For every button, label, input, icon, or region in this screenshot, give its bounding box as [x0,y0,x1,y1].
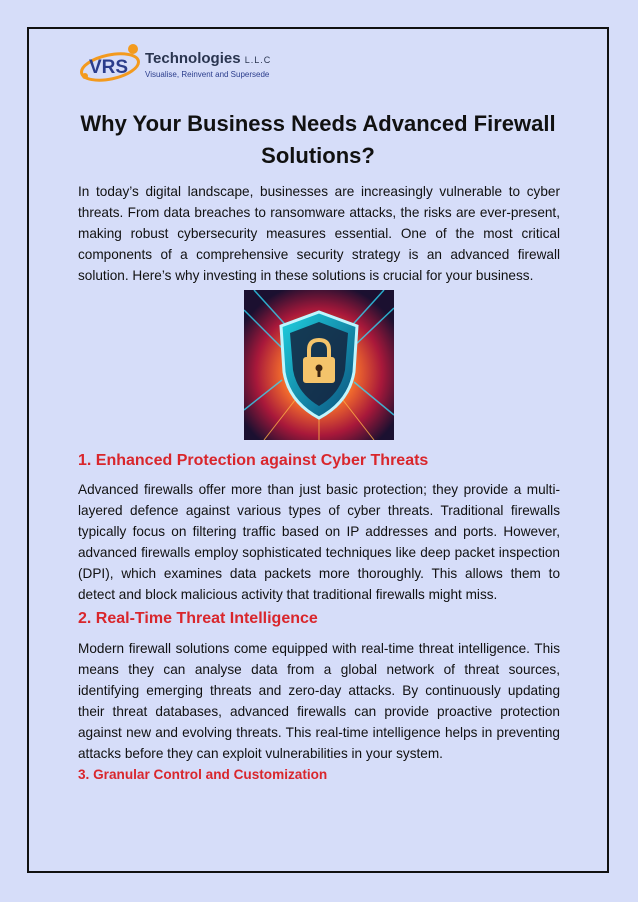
vrs-orbit-logo-icon [79,42,145,88]
logo-tagline: Visualise, Reinvent and Supersede [145,70,270,79]
logo-name-text: Technologies [145,50,241,67]
logo-suffix: L.L.C [244,55,272,65]
logo-mark-text: VRS [89,57,129,78]
section-heading-granular-control: 3. Granular Control and Customization [78,767,328,782]
section-body-threat-intelligence: Modern firewall solutions come equipped with real-time threat intelligence. This means they can analyse data from a global network of threat sources, identifying emerging threats and zero-day attacks. By continuously updating their threat databases, advanced firewalls can provide proactive protection against new and evolving threats. This real-time intelligence helps in preventing attacks before they can exploit vulnerabilities in your system. [78,641,560,761]
section-heading-enhanced-protection: 1. Enhanced Protection against Cyber Threats [78,452,429,469]
section-heading-threat-intelligence: 2. Real-Time Threat Intelligence [78,610,318,627]
intro-paragraph: In today’s digital landscape, businesses are increasingly vulnerable to cyber threats. From data breaches to ransomware attacks, the risks are ever-present, making robust cybersecurity measures essential. One of the most critical components of a comprehensive security strategy is an advanced firewall solution. Here’s why investing in these solutions is crucial for your business. [78,184,560,283]
company-logo [79,42,279,88]
logo-company-name [145,50,271,67]
shield-padlock-image [244,290,394,440]
page-title: Why Your Business Needs Advanced Firewall Solutions? [80,111,556,168]
section-body-enhanced-protection: Advanced firewalls offer more than just basic protection; they provide a multi-layered defence against various types of cyber threats. Traditional firewalls typically focus on filtering traffic based on IP addresses and ports. However, advanced firewalls employ sophisticated techniques like deep packet inspection (DPI), which examines data packets more thoroughly. This allows them to detect and block malicious activity that traditional firewalls might miss. [78,482,560,602]
